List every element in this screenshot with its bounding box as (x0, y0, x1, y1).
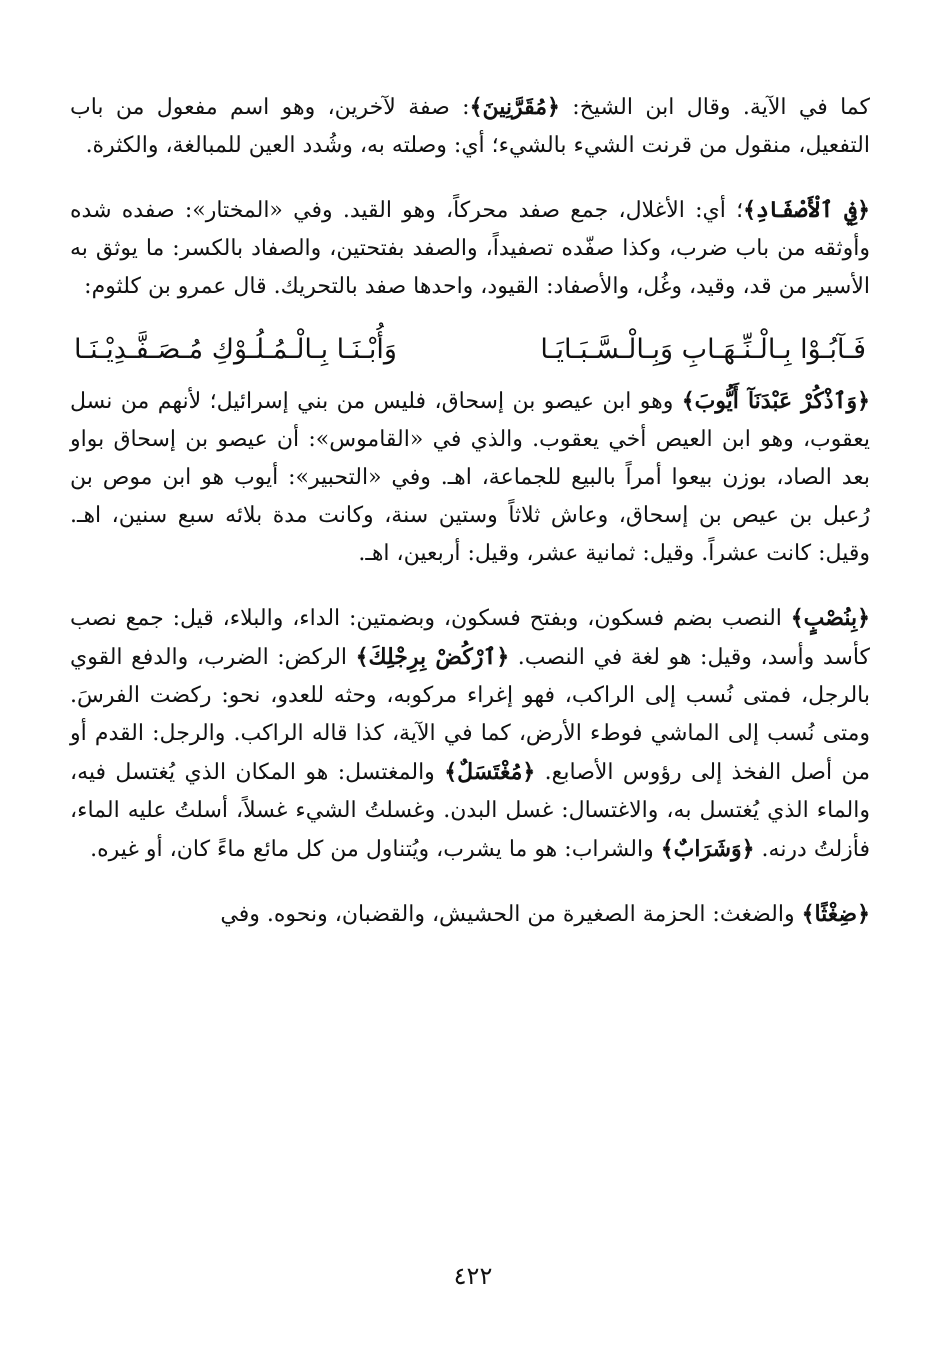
text-span: : صفة لآخرين، وهو اسم مفعول من باب التفعيل، منقول من قرنت الشيء بالشيء؛ أي: وصلته به، وشُدد العين للمبالغة، والكثرة. (70, 95, 870, 158)
text-span: والضغث: الحزمة الصغيرة من الحشيش، والقضبان، ونحوه. وفي (220, 902, 802, 927)
quran-term: ﴿مُغْتَسَلٌ﴾ (444, 759, 536, 785)
quran-term: ﴿وَشَرَابٌ﴾ (660, 836, 755, 862)
quran-term: ﴿مُقَرَّنِينَ﴾ (469, 94, 560, 120)
paragraph-muqarranin (70, 88, 870, 165)
book-page (70, 88, 870, 1328)
quran-term: ﴿فِي ٱلْأَصْفَادِ﴾ (743, 197, 870, 223)
quran-term: ﴿ٱرْكُضْ بِرِجْلِكَ﴾ (355, 644, 510, 670)
paragraph-dighth (70, 895, 870, 934)
poetry-verse (74, 328, 866, 372)
text-span: والشراب: هو ما يشرب، ويُتناول من كل مائع ماءً كان، أو غيره. (90, 837, 661, 862)
paragraph-nusb (70, 599, 870, 869)
quran-term: ﴿ضِغْثًا﴾ (801, 901, 870, 927)
paragraph-ayyub (70, 382, 870, 573)
paragraph-asfad (70, 191, 870, 306)
text-span: الركض: الضرب، والدفع القوي بالرجل، فمتى نُسب إلى الراكب، فهو إغراء مركوبه، وحثه للعدو، نحو: ركضت الفرسَ. ومتى نُسب إلى الماشي فوطء الأرض، كما في الآية، كذا قاله الراكب. والرجل: القدم أو من أصل الفخذ إلى رؤوس الأصابع. (70, 645, 870, 785)
quran-term: ﴿وَٱذْكُرْ عَبْدَنَآ أَيُّوبَ﴾ (681, 388, 870, 414)
text-span: ؛ أي: الأغلال، جمع صفد محركاً، وهو القيد. وفي «المختار»: صفده شده وأوثقه من باب ضرب، وكذا صفّده تصفيداً، والصفد بفتحتين، والصفاد بالكسر: ما يوثق به الأسير من قد، وقيد، وغُل، والأصفاد: القيود، واحدها صفد بالتحريك. قال عمرو بن كلثوم: (70, 198, 870, 299)
text-span: والمغتسل: هو المكان الذي يُغتسل فيه، والماء الذي يُغتسل به، والاغتسال: غسل البدن. وغسلتُ الشيء غسلاً، أسلتُ عليه الماء، فأزلتُ درنه. (70, 760, 870, 862)
verse-second-hemistich: وَأُبْـنَـا بِـالْـمُـلُـوْكِ مُـصَـفَّـدِيْـنَـا (74, 334, 397, 365)
page-number: ٤٢٢ (453, 1262, 493, 1290)
quran-term: ﴿بِنُصْبٍ﴾ (790, 605, 870, 631)
verse-first-hemistich: فَـآبُـوْا بِـالْـنِّـهَـابِ وَبِـالْـسَّـبَـايَـا (540, 334, 866, 365)
text-span: كما في الآية. وقال ابن الشيخ: (559, 95, 870, 120)
text-span: وهو ابن عيصو بن إسحاق، فليس من بني إسرائيل؛ لأنهم من نسل يعقوب، وهو ابن العيص أخي يعقوب. والذي في «القاموس»: أن عيصو بن إسحاق بواو بعد الصاد، بوزن بيعوا أمراً بالبيع للجماعة، اهـ. وفي «التحبير»: أيوب هو ابن موص بن رُعبل بن عيص بن إسحاق، وعاش ثلاثاً وستين سنة، وكانت مدة بلائه سبع سنين، اهـ. وقيل: كانت عشراً. وقيل: ثمانية عشر، وقيل: أربعين، اهـ. (70, 389, 870, 566)
text-span: النصب بضم فسكون، وبفتح فسكون، وبضمتين: الداء، والبلاء، قيل: جمع نصب كأسد وأسد، وقيل: هو لغة في النصب. (70, 606, 870, 670)
